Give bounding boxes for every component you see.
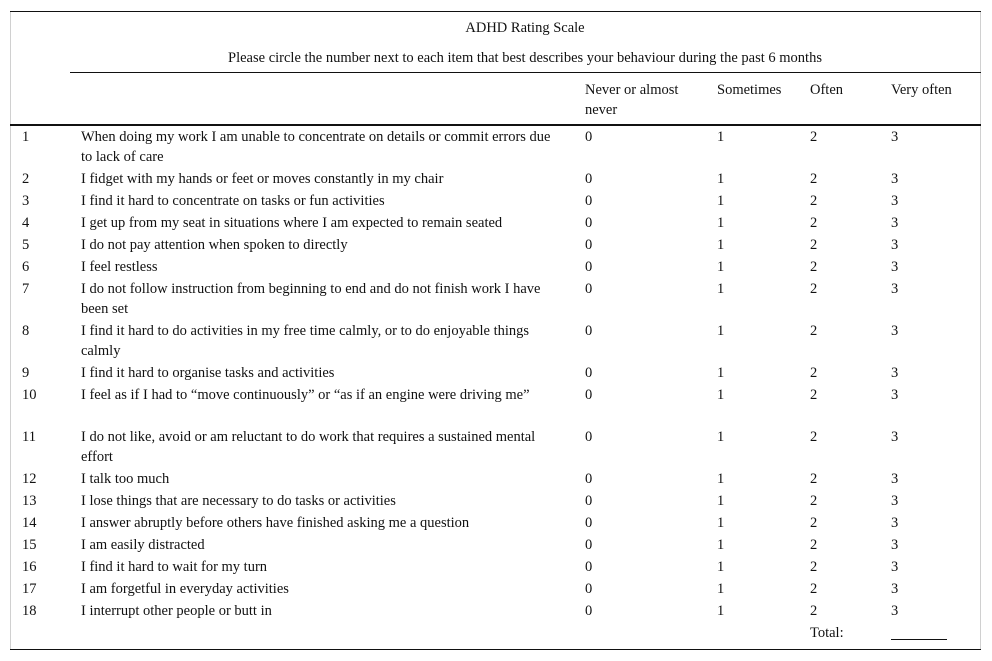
item-number: 8 [22,323,30,339]
column-header-rule [10,124,981,126]
item-number: 13 [22,493,37,509]
item-text: I feel restless [81,259,158,275]
table-row [0,427,992,469]
score-sometimes[interactable]: 1 [717,429,725,445]
table-row [0,191,992,213]
score-often[interactable]: 2 [810,493,818,509]
item-text: I do not like, avoid or am reluctant to do work that requires a sustained mental effort [81,429,536,465]
score-often[interactable]: 2 [810,215,818,231]
item-number: 3 [22,193,30,209]
item-text: I do not follow instruction from beginning to end and do not finish work I have been set [81,281,541,317]
column-header-very-often: Very often [891,82,952,98]
score-often[interactable]: 2 [810,581,818,597]
total-label: Total: [810,625,844,641]
score-sometimes[interactable]: 1 [717,129,725,145]
item-text: I find it hard to wait for my turn [81,559,268,575]
score-very-often[interactable]: 3 [891,129,899,145]
score-very-often[interactable]: 3 [891,259,899,275]
column-header-often: Often [810,82,844,98]
score-never[interactable]: 0 [585,387,593,403]
score-sometimes[interactable]: 1 [717,323,725,339]
score-very-often[interactable]: 3 [891,237,899,253]
score-very-often[interactable]: 3 [891,215,899,231]
score-sometimes[interactable]: 1 [717,281,725,297]
item-text: I interrupt other people or butt in [81,603,272,619]
header-rule [70,72,981,73]
score-never[interactable]: 0 [585,193,593,209]
score-never[interactable]: 0 [585,259,593,275]
table-row [0,557,992,579]
item-number: 11 [22,429,36,445]
item-number: 9 [22,365,30,381]
table-row [0,363,992,385]
score-very-often[interactable]: 3 [891,281,899,297]
score-never[interactable]: 0 [585,581,593,597]
score-often[interactable]: 2 [810,365,818,381]
score-sometimes[interactable]: 1 [717,387,725,403]
item-number: 2 [22,171,30,187]
score-never[interactable]: 0 [585,365,593,381]
table-row [0,279,992,321]
score-sometimes[interactable]: 1 [717,515,725,531]
score-very-often[interactable]: 3 [891,515,899,531]
score-very-often[interactable]: 3 [891,193,899,209]
bottom-rule [10,649,981,650]
table-row [0,235,992,257]
table-row [0,257,992,279]
score-often[interactable]: 2 [810,323,818,339]
table-title: ADHD Rating Scale [465,20,585,36]
score-very-often[interactable]: 3 [891,603,899,619]
score-sometimes[interactable]: 1 [717,215,725,231]
item-number: 12 [22,471,37,487]
score-very-often[interactable]: 3 [891,323,899,339]
score-never[interactable]: 0 [585,603,593,619]
score-sometimes[interactable]: 1 [717,559,725,575]
score-often[interactable]: 2 [810,429,818,445]
score-never[interactable]: 0 [585,171,593,187]
score-often[interactable]: 2 [810,193,818,209]
score-often[interactable]: 2 [810,259,818,275]
item-text: I feel as if I had to “move continuously” or “as if an engine were driving me” [81,387,530,403]
score-never[interactable]: 0 [585,515,593,531]
table-row [0,169,992,191]
table-row [0,321,992,363]
item-number: 17 [22,581,37,597]
score-never[interactable]: 0 [585,559,593,575]
item-text: I am forgetful in everyday activities [81,581,289,597]
score-often[interactable]: 2 [810,515,818,531]
score-sometimes[interactable]: 1 [717,193,725,209]
item-text: I fidget with my hands or feet or moves constantly in my chair [81,171,444,187]
table-row [0,535,992,557]
item-text: I do not pay attention when spoken to directly [81,237,348,253]
column-header-never: Never or almost never [585,82,679,118]
score-often[interactable]: 2 [810,171,818,187]
table-row [0,127,992,169]
table-row [0,579,992,601]
score-often[interactable]: 2 [810,603,818,619]
item-text: I get up from my seat in situations where I am expected to remain seated [81,215,503,231]
score-very-often[interactable]: 3 [891,387,899,403]
score-never[interactable]: 0 [585,537,593,553]
item-number: 10 [22,387,37,403]
item-number: 6 [22,259,30,275]
item-number: 14 [22,515,37,531]
score-sometimes[interactable]: 1 [717,603,725,619]
score-sometimes[interactable]: 1 [717,237,725,253]
score-often[interactable]: 2 [810,471,818,487]
score-often[interactable]: 2 [810,559,818,575]
item-text: I find it hard to do activities in my free time calmly, or to do enjoyable things calmly [81,323,530,359]
score-very-often[interactable]: 3 [891,471,899,487]
item-rows [0,127,992,645]
column-header-sometimes: Sometimes [717,82,782,98]
score-very-often[interactable]: 3 [891,493,899,509]
table-row [0,513,992,535]
score-never[interactable]: 0 [585,429,593,445]
table-row [0,213,992,235]
score-sometimes[interactable]: 1 [717,365,725,381]
table-row [0,491,992,513]
score-very-often[interactable]: 3 [891,171,899,187]
item-text: When doing my work I am unable to concentrate on details or commit errors due to lack of care [81,129,551,165]
item-number: 18 [22,603,37,619]
score-never[interactable]: 0 [585,215,593,231]
table-row [0,469,992,491]
score-very-often[interactable]: 3 [891,365,899,381]
score-often[interactable]: 2 [810,387,818,403]
score-never[interactable]: 0 [585,471,593,487]
total-row [0,623,992,645]
score-never[interactable]: 0 [585,237,593,253]
score-never[interactable]: 0 [585,129,593,145]
item-text: I find it hard to organise tasks and activities [81,365,335,381]
item-text: I am easily distracted [81,537,205,553]
score-very-often[interactable]: 3 [891,537,899,553]
score-never[interactable]: 0 [585,323,593,339]
score-sometimes[interactable]: 1 [717,537,725,553]
score-often[interactable]: 2 [810,129,818,145]
item-number: 15 [22,537,37,553]
item-text: I talk too much [81,471,170,487]
total-blank-line[interactable] [891,639,947,640]
item-number: 7 [22,281,30,297]
score-never[interactable]: 0 [585,281,593,297]
item-text: I find it hard to concentrate on tasks or fun activities [81,193,385,209]
item-text: I answer abruptly before others have finished asking me a question [81,515,470,531]
score-sometimes[interactable]: 1 [717,471,725,487]
top-rule [10,11,981,12]
item-number: 5 [22,237,30,253]
score-sometimes[interactable]: 1 [717,171,725,187]
table-row [0,601,992,623]
score-very-often[interactable]: 3 [891,559,899,575]
item-number: 1 [22,129,30,145]
score-sometimes[interactable]: 1 [717,581,725,597]
score-sometimes[interactable]: 1 [717,493,725,509]
score-very-often[interactable]: 3 [891,429,899,445]
score-often[interactable]: 2 [810,281,818,297]
table-row [0,385,992,427]
table-subtitle: Please circle the number next to each item that best describes your behaviour during the past 6 months [228,50,822,66]
score-sometimes[interactable]: 1 [717,259,725,275]
item-text: I lose things that are necessary to do tasks or activities [81,493,396,509]
score-very-often[interactable]: 3 [891,581,899,597]
score-never[interactable]: 0 [585,493,593,509]
item-number: 4 [22,215,30,231]
item-number: 16 [22,559,37,575]
score-often[interactable]: 2 [810,237,818,253]
score-often[interactable]: 2 [810,537,818,553]
